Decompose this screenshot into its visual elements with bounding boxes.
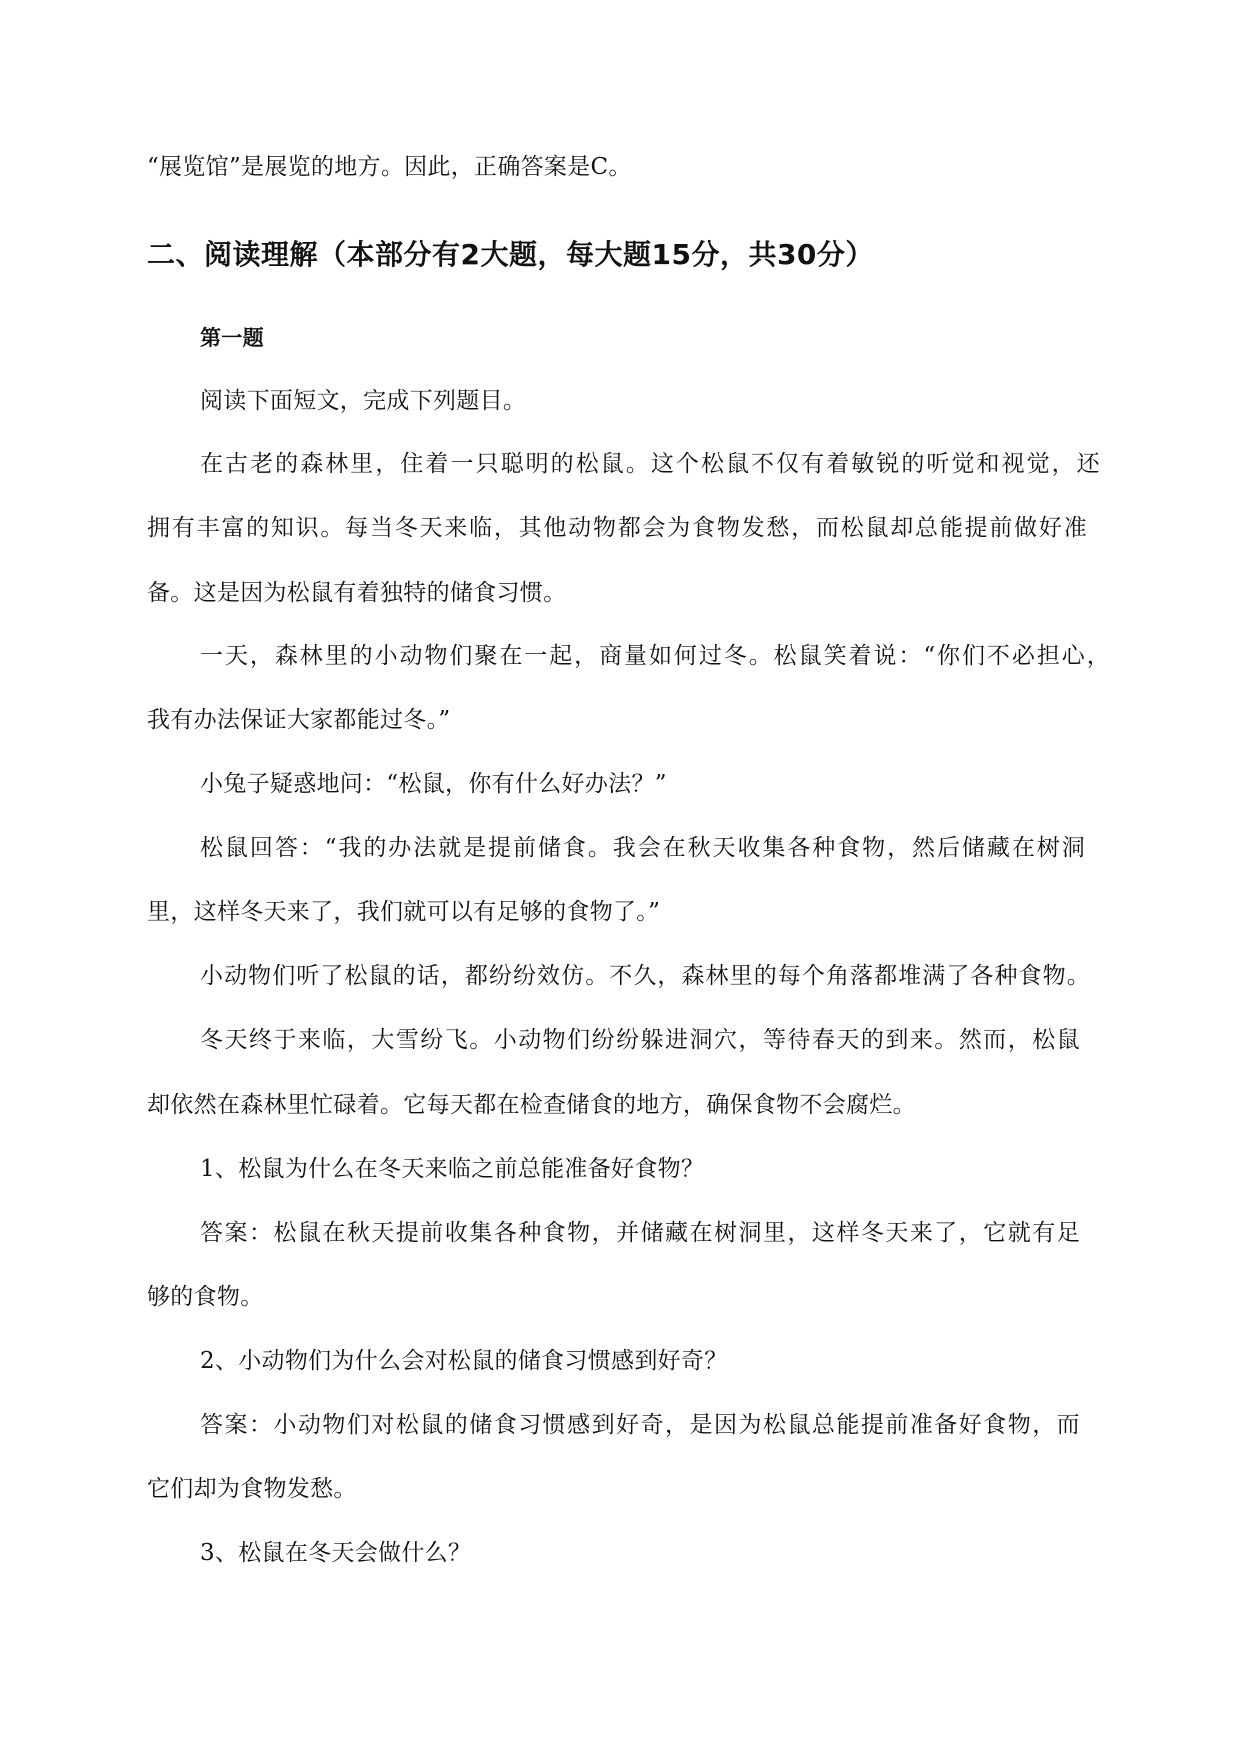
passage-line: 我有办法保证大家都能过冬。”: [147, 707, 451, 733]
question-line: 2、小动物们为什么会对松鼠的储食习惯感到好奇？: [200, 1348, 728, 1374]
instruction-line: 阅读下面短文，完成下列题目。: [200, 388, 527, 414]
answer-line: 答案：松鼠在秋天提前收集各种食物，并储藏在树洞里，这样冬天来了，它就有足: [200, 1220, 1080, 1246]
answer-line: 够的食物。: [147, 1284, 264, 1310]
question-line: 3、松鼠在冬天会做什么？: [200, 1540, 472, 1566]
passage-line: 松鼠回答：“我的办法就是提前储食。我会在秋天收集各种食物，然后储藏在树洞: [200, 835, 1085, 861]
question-line: 1、松鼠为什么在冬天来临之前总能准备好食物？: [200, 1156, 705, 1182]
passage-line: 在古老的森林里，住着一只聪明的松鼠。这个松鼠不仅有着敏锐的听觉和视觉，还: [200, 451, 1100, 477]
answer-explanation-line: “展览馆”是展览的地方。因此，正确答案是C。: [147, 154, 632, 180]
passage-line: 小动物们听了松鼠的话，都纷纷效仿。不久，森林里的每个角落都堆满了各种食物。: [200, 963, 1090, 989]
passage-line: 冬天终于来临，大雪纷飞。小动物们纷纷躲进洞穴，等待春天的到来。然而，松鼠: [200, 1027, 1080, 1053]
passage-line: 一天，森林里的小动物们聚在一起，商量如何过冬。松鼠笑着说：“你们不必担心，: [200, 643, 1110, 669]
passage-line: 却依然在森林里忙碌着。它每天都在检查储食的地方，确保食物不会腐烂。: [147, 1092, 916, 1118]
answer-line: 它们却为食物发愁。: [147, 1476, 357, 1502]
section-heading: 二、阅读理解（本部分有2大题，每大题15分，共30分）: [147, 238, 874, 271]
passage-line: 拥有丰富的知识。每当冬天来临，其他动物都会为食物发愁，而松鼠却总能提前做好准: [147, 515, 1087, 541]
passage-line: 里，这样冬天来了，我们就可以有足够的食物了。”: [147, 899, 661, 925]
question-title: 第一题: [200, 326, 264, 350]
passage-line: 备。这是因为松鼠有着独特的储食习惯。: [147, 580, 567, 606]
passage-line: 小兔子疑惑地问：“松鼠，你有什么好办法？”: [200, 771, 667, 797]
answer-line: 答案：小动物们对松鼠的储食习惯感到好奇，是因为松鼠总能提前准备好食物，而: [200, 1412, 1080, 1438]
